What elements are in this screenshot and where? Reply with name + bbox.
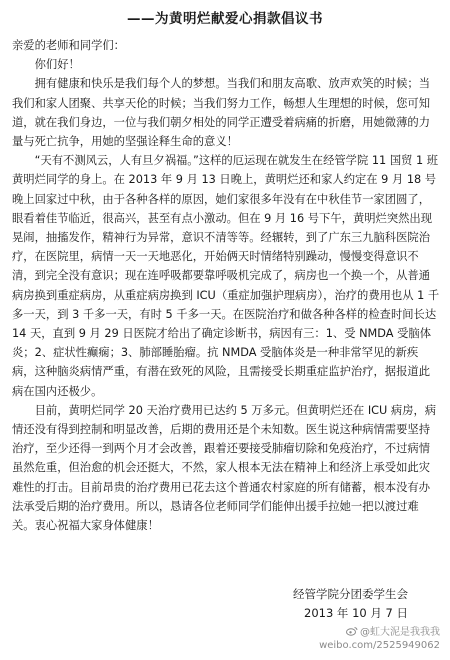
paragraph-1: 拥有健康和快乐是我们每个人的梦想。当我们和朋友高歌、放声欢笑的时候；当我们和家人团聚、共享天伦的时候；当我们努力工作，畅想人生理想的时候，您可知道，就在我们身边，一位与我们朝夕相处的同学正遭受着病痛的折磨，用她微薄的力量与死亡抗争，用她的坚强诠释生命的意义！ (12, 77, 430, 149)
signature-date: 2013 年 10 月 7 日 (304, 606, 408, 620)
salutation: 亲爱的老师和同学们： (12, 39, 125, 52)
signature-block (293, 585, 408, 623)
paragraph-2: “天有不测风云，人有旦夕祸福。”这样的厄运现在就发生在经管学院 11 国贸 1 班黄明烂同学的身上。在 2013 年 9 月 13 日晚上，黄明烂还和家人约定在 9 月 18 号晚上回家过中秋，由于各种各样的原因，她们家很多年没有在中秋佳节一家团圆了，眼看着佳节临近，很高兴，甚至有点小激动。但在 9 月 16 号下午，黄明烂突然出现晃闹，抽搐发作，精神行为异常，意识不清等等。经辗转，到了广东三九脑科医院治疗，在医院里，病情一天一天地恶化，开始俩天时情绪特别躁动，慢慢变得意识不清，到完全没有意识；现在连呼吸都要靠呼吸机完成了，病房也一个换一个，从普通病房换到重症病房，从重症病房换到 ICU（重症加强护理病房），治疗的费用也从 1 千多一天，到 3 千多一天，有时 5 千多一天。在医院治疗和做各种各样的检查时间长达 14 天，直到 9 月 29 日医院才给出了确定诊断书，病因有三：1、受 NMDA 受脑体炎；2、症状性癫痫；3、肺部睡胎瘤。抗 NMDA 受脑体炎是一种非常罕见的新疾病，这种脑炎病情严重，有潜在致死的风险，且需接受长期重症监护治疗，据报道此病在国内还极少。 (12, 154, 440, 398)
greeting: 你们好！ (34, 58, 80, 72)
document-body (12, 36, 440, 535)
signature-org: 经管学院分团委学生会 (293, 587, 408, 601)
watermark-handle: @虹大泥是我我我 (360, 627, 440, 638)
document-title: ——为黄明烂献爱心捐款倡议书 (127, 11, 323, 27)
weibo-logo-icon (346, 626, 358, 636)
watermark-url: weibo.com/2525949062 (319, 640, 440, 651)
paragraph-3: 目前，黄明烂同学 20 天治疗费用已达约 5 万多元。但黄明烂还在 ICU 病房，病情还没有得到控制和明显改善，后期的费用还是个未知数。医生说这种病情需要坚持治疗，至少还得一到两个月才会改善，跟着还要接受肺瘤切除和免疫治疗，不过病情虽然危重，但治愈的机会还挺大，不然，家人根本无法在精神上和经济上承受如此灾难性的打击。目前昂贵的治疗费用已花去这个普通农村家庭的所有储蓄，根本没有办法承受后期的治疗费用。所以，恳请各位老师同学们能伸出援手拉她一把以渡过难关。衷心祝福大家身体健康！ (12, 403, 437, 533)
weibo-watermark (319, 626, 440, 652)
